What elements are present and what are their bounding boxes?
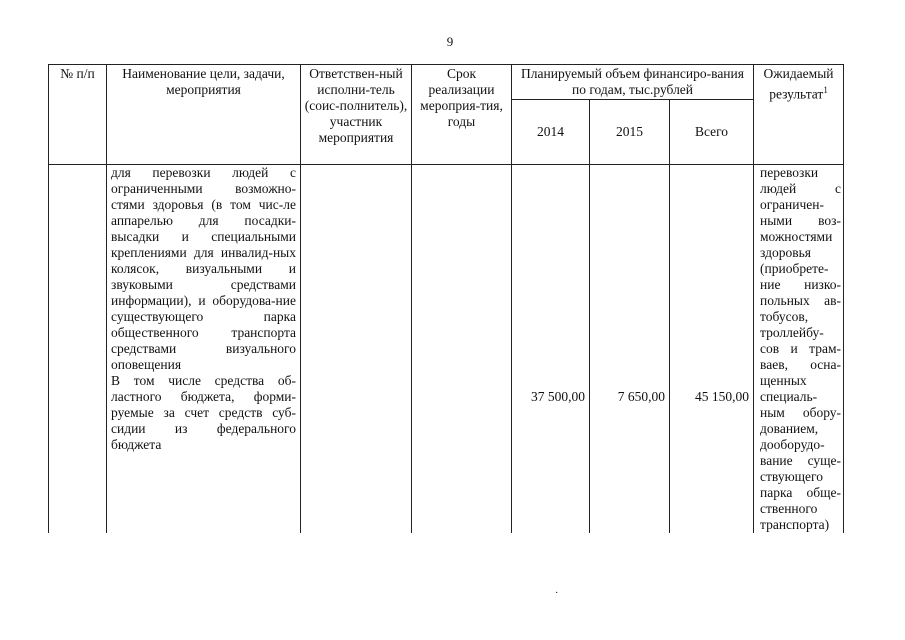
header-num: № п/п <box>49 65 107 165</box>
cell-value-2015: 7 650,00 <box>590 165 670 534</box>
header-result <box>754 65 844 165</box>
header-name: Наименование цели, задачи, мероприятия <box>107 65 301 165</box>
cell-value-2014: 37 500,00 <box>512 165 590 534</box>
description-part-2: В том числе средства об-ластного бюджета, форми-руемые за счет средств суб-сидии из федерального бюджета <box>111 373 296 452</box>
header-year-2014: 2014 <box>512 100 590 165</box>
header-result-label: Ожидаемый результат <box>763 66 834 102</box>
cell-value-total: 45 150,00 <box>670 165 754 534</box>
cell-expected-result: перевозки людей с ограничен-ными воз-можностями здоровья (приобрете-ние низко-польных ав-тобусов, троллейбу-сов и трам-ваев, осна-щенных специаль-ным обору-дованием, дооборудо-вание суще-ствующего парка обще-ственного транспорта) <box>754 165 844 534</box>
description-part-1: для перевозки людей с ограниченными возможно-стями здоровья (в том чис-ле аппарелью для посадки-высадки и специальными креплениями для инвалид-ных колясок, визуальными и звуковыми средствами информации), и оборудова-ние существующего парка общественного транспорта средствами визуального оповещения <box>111 165 296 372</box>
table-row <box>49 165 844 534</box>
page-mark: · <box>555 588 559 599</box>
header-financing: Планируемый объем финансиро-вания по годам, тыс.рублей <box>512 65 754 100</box>
cell-executor <box>301 165 412 534</box>
header-year-2015: 2015 <box>590 100 670 165</box>
cell-term <box>412 165 512 534</box>
program-table <box>48 64 844 533</box>
page-number: 9 <box>446 34 454 49</box>
cell-num <box>49 165 107 534</box>
footnote-marker: 1 <box>823 85 828 95</box>
header-total: Всего <box>670 100 754 165</box>
header-executor: Ответствен-ный исполни-тель (соис-полнитель), участник мероприятия <box>301 65 412 165</box>
cell-description <box>107 165 301 534</box>
header-term: Срок реализации мероприя-тия, годы <box>412 65 512 165</box>
